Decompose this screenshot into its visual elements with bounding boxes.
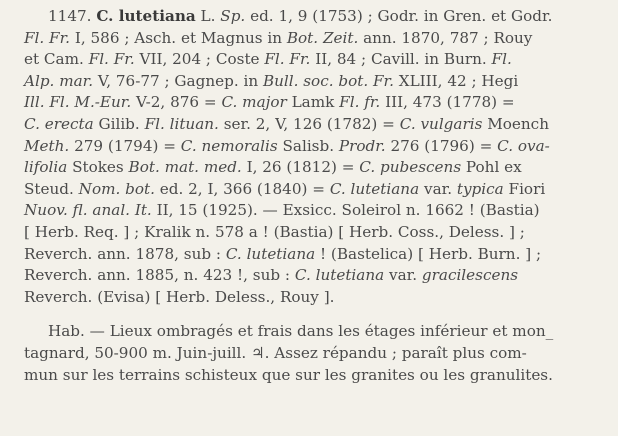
italic-text: Alp. mar. (24, 71, 94, 90)
entry-line (24, 28, 606, 50)
text-segment: V-2, 876 = (131, 93, 222, 112)
italic-text: C. lutetiana (294, 266, 385, 285)
entry-line (24, 265, 606, 287)
text-segment: tagnard, 50-900 m. Juin-juill. ♃. Assez répandu ; paraît plus com- (24, 343, 527, 362)
italic-text: C. lutetiana (329, 179, 420, 198)
text-segment: 276 (1796) = (385, 136, 498, 155)
text-segment: ann. 1870, 787 ; Rouy (358, 28, 533, 47)
italic-text: C. pubescens (359, 158, 462, 177)
italic-text: Bot. Zeit. (286, 28, 359, 47)
italic-text: gracilescens (421, 266, 519, 285)
entry-line (24, 49, 606, 71)
text-segment: Salisb. (277, 136, 339, 155)
species-entry (24, 6, 606, 308)
entry-line (24, 71, 606, 93)
text-segment: Reverch. (Evisa) [ Herb. Deless., Rouy ]. (24, 287, 335, 306)
text-segment: V, 76-77 ; Gagnep. in (93, 71, 263, 90)
text-segment: 279 (1794) = (69, 136, 181, 155)
text-segment: et Cam. (24, 50, 89, 69)
text-segment: var. (384, 266, 422, 285)
italic-text: typica (456, 179, 504, 198)
text-segment: Pohl ex (461, 158, 522, 177)
species-name: C. lutetiana (96, 7, 196, 25)
text-segment: ed. 2, I, 366 (1840) = (154, 179, 330, 198)
text-segment: Hab. — Lieux ombragés et frais dans les étages inférieur et mon_ (48, 322, 554, 341)
habitat-paragraph (24, 321, 606, 386)
text-segment: VII, 204 ; Coste (134, 50, 265, 69)
text-segment: Steud. (24, 179, 79, 198)
italic-text: Ill. Fl. M.-Eur. (24, 93, 132, 112)
italic-text: Nom. bot. (78, 179, 155, 198)
italic-text: C. erecta (24, 114, 94, 133)
text-segment: mun sur les terrains schisteux que sur les granites ou les granulites. (24, 365, 553, 384)
italic-text: Fl. (491, 50, 512, 69)
entry-line (24, 244, 606, 266)
italic-text: Fl. Fr. (264, 50, 311, 69)
entry-line (24, 157, 606, 179)
text-segment: XLIII, 42 ; Hegi (393, 71, 519, 90)
entry-line (24, 200, 606, 222)
habitat-line (24, 343, 606, 365)
text-segment: I, 26 (1812) = (241, 158, 360, 177)
italic-text: Bull. soc. bot. Fr. (262, 71, 394, 90)
entry-line (24, 92, 606, 114)
habitat-line (24, 365, 606, 387)
italic-text: Meth. (24, 136, 70, 155)
italic-text: Nuov. fl. anal. It. (24, 201, 152, 220)
entry-line (24, 6, 606, 28)
entry-line (24, 136, 606, 158)
text-segment: ! (Bastelica) [ Herb. Burn. ] ; (315, 244, 542, 263)
italic-text: Fl. fr. (339, 93, 381, 112)
italic-text: C. major (221, 93, 287, 112)
text-segment: var. (419, 179, 457, 198)
italic-text: Fl. lituan. (144, 114, 219, 133)
text-segment: II, 84 ; Cavill. in Burn. (310, 50, 492, 69)
text-segment: ser. 2, V, 126 (1782) = (218, 114, 400, 133)
italic-text: Prodr. (338, 136, 386, 155)
text-segment: 1147. (48, 7, 97, 25)
entry-line (24, 287, 606, 309)
text-segment: III, 473 (1778) = (380, 93, 515, 112)
italic-text: C. nemoralis (180, 136, 278, 155)
text-segment: I, 586 ; Asch. et Magnus in (70, 28, 287, 47)
italic-text: lifolia (24, 158, 68, 177)
text-segment: L. (195, 7, 221, 25)
text-segment: Moench (482, 114, 549, 133)
italic-text: Sp. (220, 7, 246, 25)
text-segment: Lamk (286, 93, 340, 112)
text-segment: [ Herb. Req. ] ; Kralik n. 578 a ! (Bastia) [ Herb. Coss., Deless. ] ; (24, 222, 525, 241)
entry-line (24, 114, 606, 136)
italic-text: C. lutetiana (225, 244, 316, 263)
text-segment: Reverch. ann. 1878, sub : (24, 244, 226, 263)
italic-text: Bot. mat. med. (128, 158, 242, 177)
entry-line (24, 179, 606, 201)
habitat-line (24, 321, 606, 343)
italic-text: Fl. Fr. (88, 50, 135, 69)
text-segment: Gilib. (93, 114, 145, 133)
italic-text: C. vulgaris (399, 114, 483, 133)
italic-text: C. ova- (497, 136, 550, 155)
text-segment: II, 15 (1925). — Exsicc. Soleirol n. 1662 ! (Bastia) (151, 201, 540, 220)
text-segment: ed. 1, 9 (1753) ; Godr. in Gren. et Godr. (245, 7, 553, 25)
text-segment: Stokes (67, 158, 129, 177)
entry-line (24, 222, 606, 244)
italic-text: Fl. Fr. (24, 28, 71, 47)
text-segment: Reverch. ann. 1885, n. 423 !, sub : (24, 266, 295, 285)
text-segment: Fiori (503, 179, 546, 198)
